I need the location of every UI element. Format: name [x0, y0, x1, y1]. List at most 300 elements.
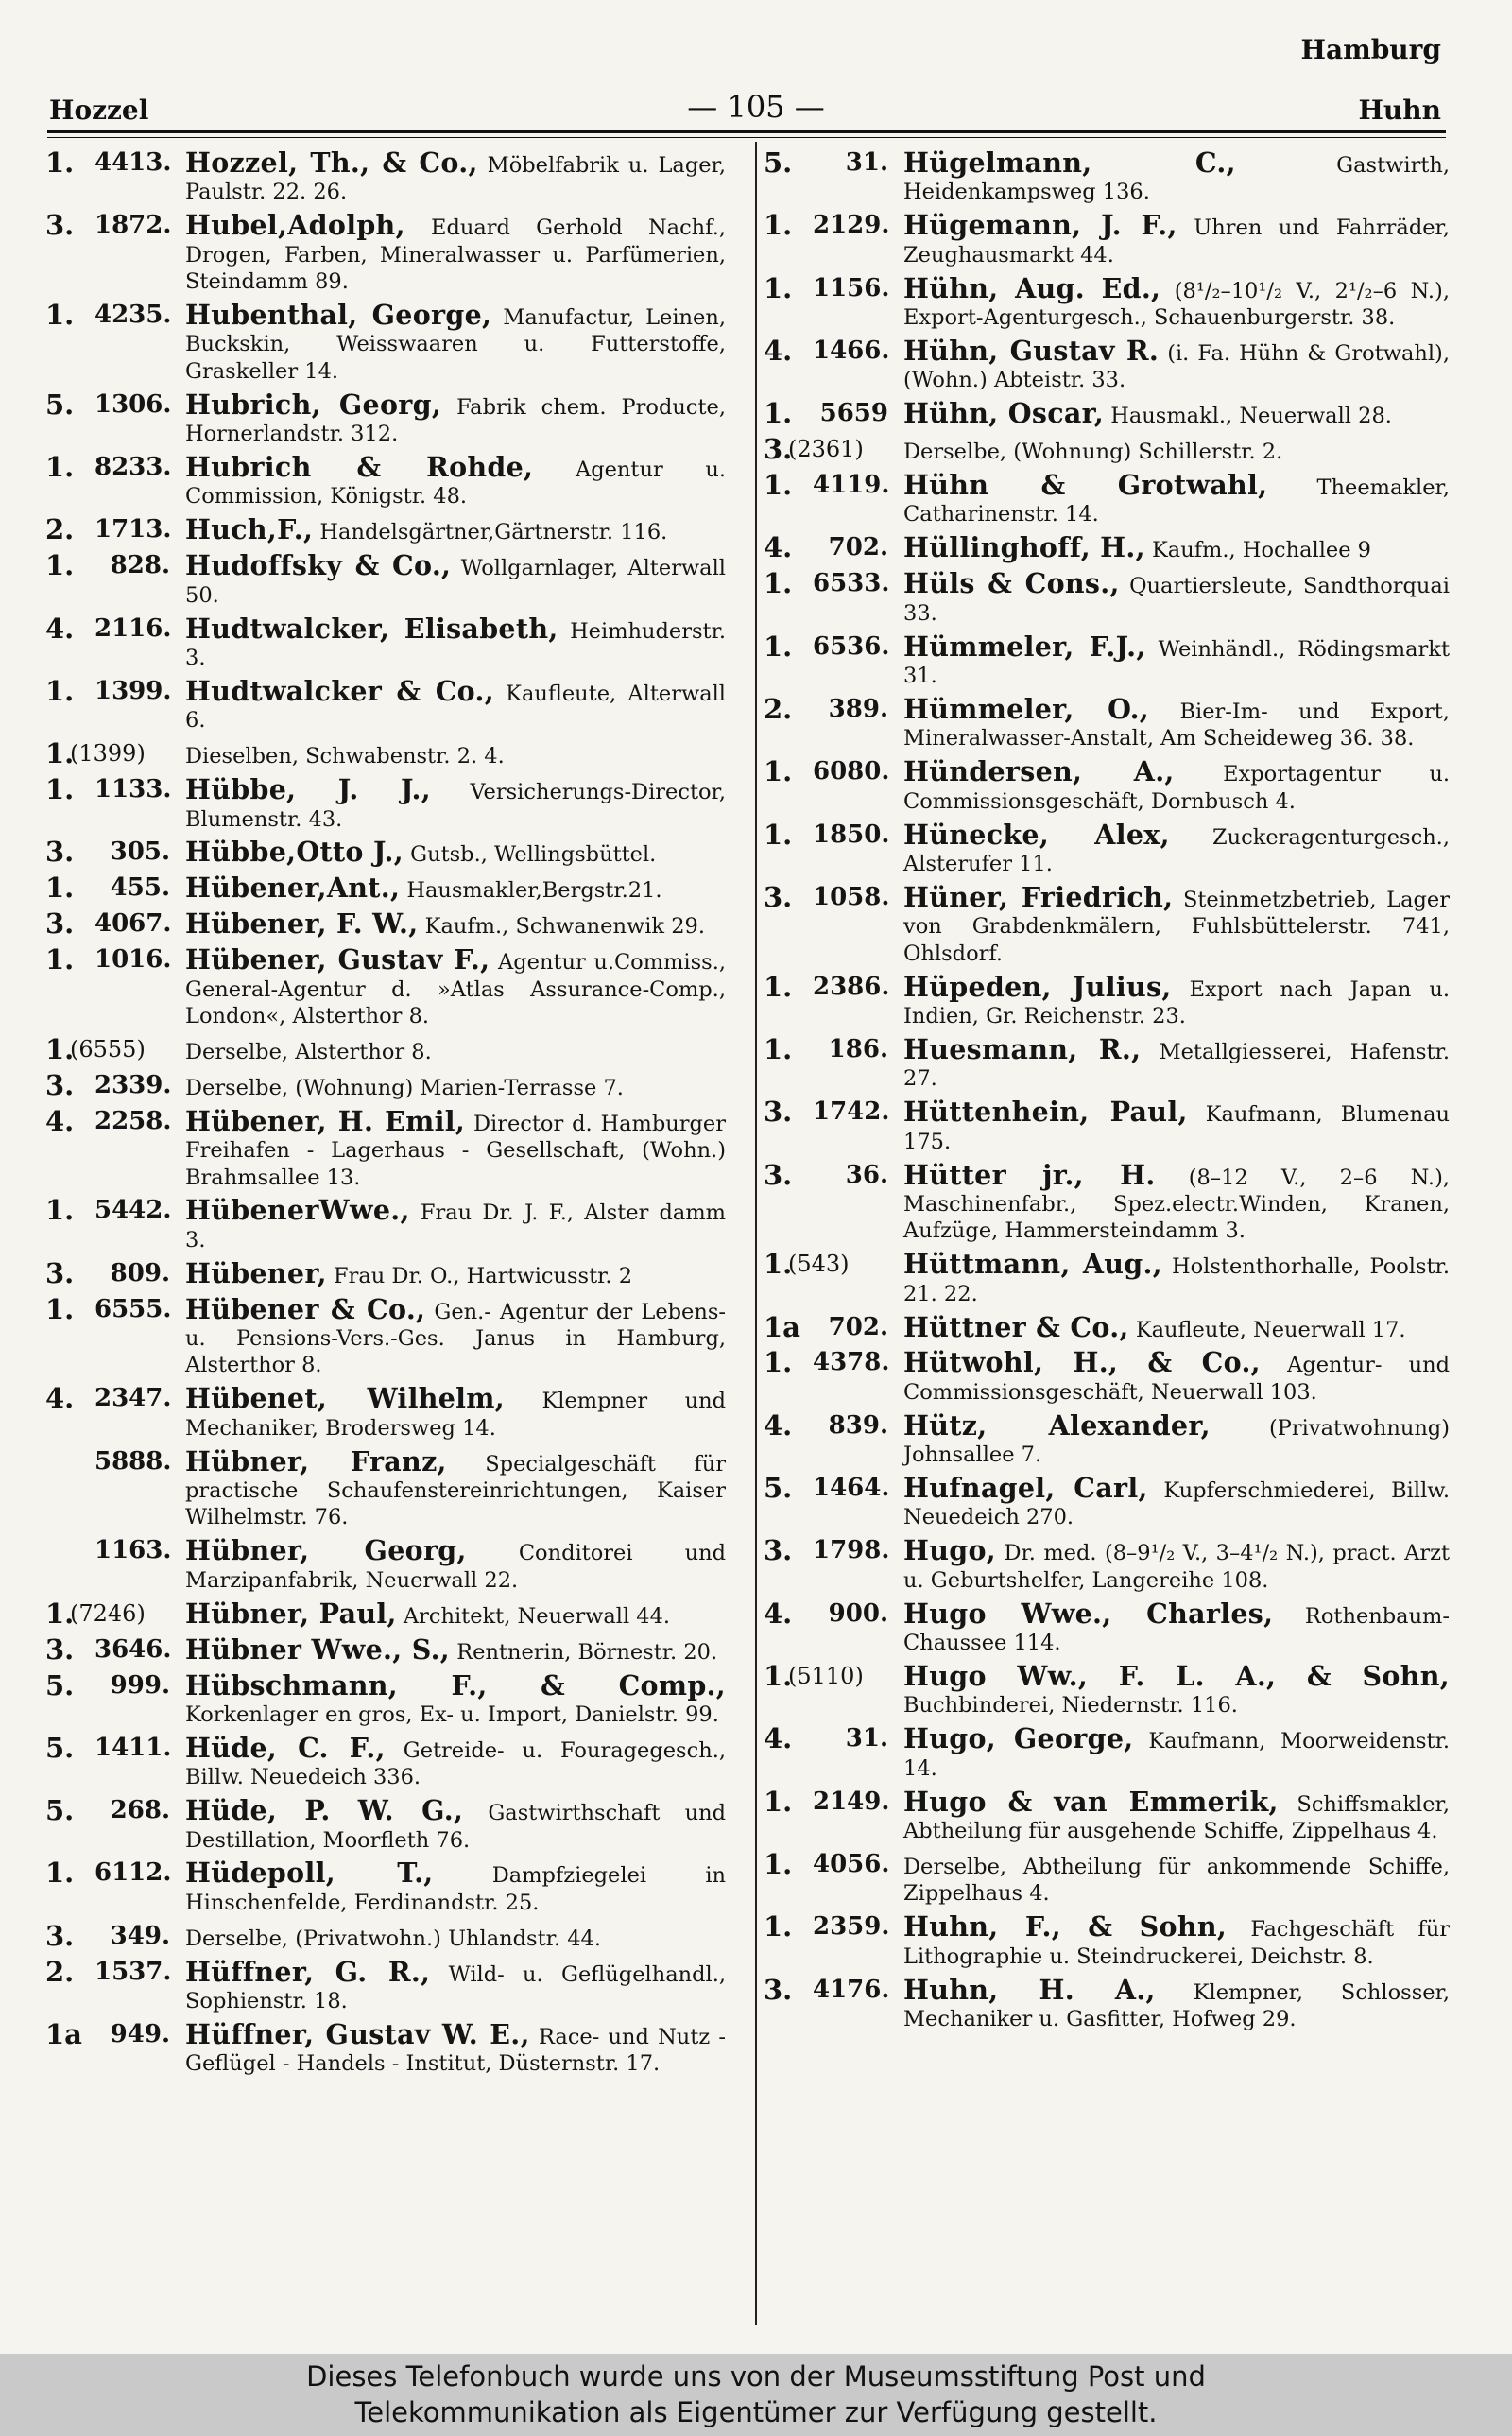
subscriber-name: Hübener, Gustav F., [185, 943, 490, 976]
subscriber-name: Hüttner & Co., [903, 1310, 1129, 1343]
exchange-code: 1. [45, 299, 75, 332]
header-first-entry: Hozzel [49, 95, 149, 126]
phone-number: 2258. [94, 1106, 172, 1135]
directory-entry [764, 469, 1450, 528]
entry-text [185, 1794, 726, 1854]
exchange-code: 3. [45, 907, 75, 941]
directory-entry [45, 549, 726, 609]
directory-entry [45, 838, 726, 868]
phone-number: 305. [110, 838, 170, 867]
phone-number: 809. [110, 1258, 170, 1287]
entry-text [903, 1973, 1451, 2033]
phone-number: 1058. [813, 882, 890, 911]
spacer [1156, 1166, 1189, 1190]
subscriber-details: Derselbe, (Privatwohn.) Uhlandstr. 44. [185, 1926, 602, 1951]
spacer [418, 914, 424, 939]
phone-number: 31. [845, 1724, 888, 1754]
entry-text [903, 880, 1450, 967]
subscriber-details: Theemakler, Catharinenstr. 14. [903, 475, 1450, 527]
subscriber-name: Hüde, P. W. G., [185, 1794, 464, 1827]
entry-text [903, 567, 1451, 627]
subscriber-name: Hübbe, J. J., [185, 773, 431, 806]
directory-entry [45, 149, 726, 206]
directory-entry [45, 1104, 726, 1191]
phone-number: 389. [828, 694, 888, 723]
subscriber-name: Hugo Ww., F. L. A., & Sohn, [903, 1660, 1450, 1692]
entry-text [185, 513, 726, 546]
exchange-code: 5. [45, 1794, 75, 1827]
subscriber-name: Hübner, Franz, [185, 1444, 447, 1477]
directory-entry [764, 1847, 1450, 1908]
directory-entry [45, 1194, 726, 1253]
entry-text [185, 1731, 726, 1791]
subscriber-details: Gastwirthschaft und Destillation, Moorfleth 76. [185, 1801, 726, 1853]
phone-number: 2339. [94, 1070, 172, 1099]
exchange-code: 1. [764, 755, 793, 788]
exchange-code: 1. [764, 1248, 793, 1281]
directory-entry [45, 1382, 726, 1442]
exchange-code: 2. [45, 1955, 75, 1988]
subscriber-details: Rothenbaum-Chaussee 114. [903, 1603, 1450, 1656]
subscriber-name: Hugo, [903, 1534, 997, 1567]
directory-entry [45, 737, 726, 770]
subscriber-details: Specialgeschäft für practische Schaufenstereinrichtungen, Kaiser Wilhelmstr. 76. [185, 1451, 726, 1530]
spacer [431, 780, 470, 804]
phone-number: 828. [110, 551, 170, 580]
exchange-code: 1. [764, 970, 793, 1003]
left-column [45, 149, 726, 2083]
subscriber-name: Hübener & Co., [185, 1292, 426, 1325]
entry-text [903, 1310, 1450, 1343]
subscriber-details: Derselbe, Alsterthor 8. [185, 1039, 432, 1064]
directory-entry [764, 1785, 1450, 1845]
spacer [1129, 1318, 1136, 1342]
subscriber-name: Hügelmann, C., [903, 147, 1236, 179]
subscriber-details: Manufactur, Leinen, Buckskin, Weisswaaren u. Futterstoffe, Graskeller 14. [185, 305, 726, 384]
exchange-code: 5. [764, 147, 793, 179]
entry-text [903, 1408, 1450, 1469]
spacer [425, 1300, 434, 1324]
directory-entry [45, 874, 726, 904]
directory-entry [764, 970, 1450, 1030]
subscriber-details: Korkenlager en gros, Ex- u. Import, Danielstr. 99. [185, 1702, 719, 1727]
entry-text [185, 874, 726, 904]
phone-number: 1411. [94, 1733, 172, 1762]
subscriber-details: Rentnerin, Börnestr. 20. [456, 1639, 718, 1665]
subscriber-name: Hühn, Gustav R. [903, 334, 1160, 367]
exchange-code: 1. [764, 1785, 793, 1818]
directory-entry [764, 1098, 1450, 1155]
spacer [1273, 1604, 1305, 1629]
entry-text [903, 209, 1450, 268]
subscriber-name: Hüpeden, Julius, [903, 970, 1172, 1003]
subscriber-details: (8¹/₂–10¹/₂ V., 2¹/₂–6 N.), Export-Agenturgesch., Schauenburgerstr. 38. [903, 278, 1450, 331]
exchange-code: 1. [45, 674, 75, 707]
directory-entry [764, 1158, 1450, 1245]
subscriber-name: Hüttenhein, Paul, [903, 1096, 1188, 1129]
subscriber-name: Hubrich, Georg, [185, 388, 442, 421]
exchange-code: 1. [764, 209, 793, 242]
subscriber-details: Agentur u. Commission, Königstr. 48. [185, 458, 727, 510]
spacer [1156, 1980, 1194, 2005]
exchange-code: 1. [764, 1032, 793, 1065]
entry-text [903, 630, 1450, 690]
directory-entry [764, 149, 1450, 206]
subscriber-name: Hümmeler, F.J., [903, 630, 1146, 663]
phone-number: 1872. [94, 211, 172, 240]
phone-number: 1464. [813, 1474, 890, 1503]
spacer [494, 682, 506, 706]
subscriber-details: Derselbe, Abtheilung für ankommende Schiffe, Zippelhaus 4. [903, 1854, 1450, 1907]
entry-text [903, 149, 1450, 206]
subscriber-details: Kupferschmiederei, Billw. Neuedeich 270. [903, 1478, 1451, 1530]
spacer [1172, 977, 1190, 1002]
entry-text [903, 1534, 1450, 1594]
subscriber-name: Hübner Wwe., S., [185, 1633, 451, 1666]
directory-entry [45, 1859, 726, 1916]
phone-number: 4067. [94, 909, 172, 939]
entry-text [185, 612, 727, 672]
subscriber-name: Hüde, C. F., [185, 1731, 386, 1764]
directory-entry [764, 397, 1450, 430]
directory-entry [45, 1032, 726, 1065]
entry-text [903, 469, 1450, 528]
directory-entry [764, 1346, 1451, 1406]
spacer [405, 216, 431, 240]
page-number: — 105 — [687, 89, 825, 125]
phone-number: 268. [110, 1796, 170, 1825]
exchange-code: 5. [45, 1668, 75, 1702]
entry-text [903, 436, 1450, 465]
spacer [558, 619, 570, 644]
directory-entry [764, 209, 1450, 268]
phone-number: 4413. [94, 148, 172, 177]
entry-text [185, 838, 726, 868]
phone-number: 1156. [813, 273, 890, 302]
spacer [1188, 1102, 1206, 1127]
directory-entry [45, 674, 727, 734]
directory-entry [764, 1408, 1450, 1469]
entry-text [185, 2017, 726, 2078]
spacer [463, 1801, 488, 1825]
exchange-code: 3. [45, 1068, 75, 1101]
phone-number: 5442. [94, 1196, 172, 1225]
subscriber-details: Steinmetzbetrieb, Lager von Grabdenkmälern, Fuhlsbüttelerstr. 741, Ohlsdorf. [903, 887, 1450, 966]
phone-number: 702. [828, 533, 888, 562]
spacer [1160, 279, 1175, 303]
exchange-code: 3. [764, 1534, 793, 1567]
spacer [465, 1112, 473, 1136]
directory-entry [764, 1660, 1450, 1719]
spacer [1148, 1478, 1164, 1503]
subscriber-name: Hütwohl, H., & Co., [903, 1346, 1261, 1379]
subscriber-details: Kaufmann, Blumenau 175. [903, 1102, 1450, 1154]
directory-entry [764, 433, 1450, 466]
phone-number: 1163. [94, 1536, 172, 1565]
entry-text [903, 1910, 1450, 1970]
entry-text [185, 1859, 726, 1916]
entry-text [903, 692, 1450, 752]
header-city: Hamburg [1300, 34, 1441, 65]
entry-text [185, 1036, 726, 1065]
directory-entry [45, 1444, 726, 1531]
subscriber-name: Hüffner, Gustav W. E., [185, 2017, 530, 2050]
subscriber-details: Bier-Im- und Export, Mineralwasser-Anstalt, Am Scheideweg 36. 38. [903, 699, 1450, 752]
exchange-code: 3. [45, 1919, 75, 1952]
exchange-code: 3. [764, 880, 793, 913]
subscriber-name: Hüllinghoff, H., [903, 531, 1145, 564]
exchange-code: 2. [764, 692, 793, 725]
subscriber-name: Hudtwalcker & Co., [185, 674, 494, 707]
entry-text [903, 818, 1450, 878]
phone-number: 999. [110, 1670, 170, 1700]
entry-text [185, 388, 726, 448]
subscriber-name: Hübner, Paul, [185, 1597, 397, 1630]
exchange-code: 1. [764, 1346, 793, 1379]
subscriber-details: Eduard Gerhold Nachf., Drogen, Farben, Mineralwasser u. Parfümerien, Steindamm 89. [185, 216, 726, 295]
directory-entry [45, 1597, 726, 1630]
subscriber-name: Hütz, Alexander, [903, 1408, 1211, 1442]
directory-entry [764, 630, 1450, 690]
exchange-code: 1. [45, 1857, 75, 1890]
directory-entry [45, 513, 726, 546]
spacer [467, 1541, 519, 1565]
entry-text [185, 740, 726, 769]
subscriber-details: Architekt, Neuerwall 44. [403, 1603, 671, 1629]
subscriber-details: Fachgeschäft für Lithographie u. Steindruckerei, Deichstr. 8. [903, 1917, 1450, 1969]
directory-entry [45, 451, 727, 510]
spacer [491, 305, 503, 330]
right-column [764, 149, 1450, 2039]
phone-number: 1133. [94, 775, 172, 804]
spacer [1146, 637, 1159, 662]
exchange-code: 3. [45, 209, 75, 242]
entry-text [185, 1534, 727, 1594]
spacer [1134, 1729, 1149, 1754]
directory-entry [764, 531, 1450, 564]
phone-number: 2359. [813, 1912, 890, 1942]
spacer [1267, 475, 1316, 500]
phone-number: 4119. [813, 471, 890, 500]
subscriber-details: Weinhändl., Rödingsmarkt 31. [903, 636, 1450, 688]
spacer [1120, 574, 1129, 598]
entry-text [903, 1098, 1450, 1155]
directory-entry [764, 1534, 1450, 1594]
exchange-code: 5. [764, 1472, 793, 1505]
subscriber-name: Hübenet, Wilhelm, [185, 1382, 505, 1415]
entry-text [903, 1158, 1450, 1245]
exchange-code: 3. [764, 433, 793, 466]
directory-entry [45, 2017, 726, 2078]
subscriber-name: HübenerWwe., [185, 1194, 410, 1227]
spacer [505, 1389, 542, 1413]
exchange-code: 3. [45, 836, 75, 869]
phone-number: 5888. [94, 1446, 172, 1476]
exchange-code: 4. [764, 531, 793, 564]
subscriber-details: Director d. Hamburger Freihafen - Lagerhaus - Gesellschaft, (Wohn.) Brahmsallee 13. [185, 1111, 726, 1190]
exchange-code: 1. [764, 1660, 793, 1692]
phone-number: (7246) [70, 1599, 146, 1627]
exchange-code: 3. [764, 1973, 793, 2006]
entry-text [903, 397, 1450, 430]
subscriber-details: Klempner und Mechaniker, Brodersweg 14. [185, 1389, 726, 1441]
phone-number: 31. [845, 148, 888, 177]
spacer [397, 1604, 404, 1629]
directory-entry [45, 299, 726, 385]
subscriber-name: Hozzel, Th., & Co., [185, 147, 478, 179]
subscriber-details: Uhren und Fahrräder, Zeughausmarkt 44. [903, 216, 1450, 268]
exchange-code: 3. [764, 1096, 793, 1129]
directory-entry [45, 1633, 726, 1666]
subscriber-name: Hübschmann, F., & Comp., [185, 1668, 726, 1702]
directory-entry [764, 271, 1450, 332]
exchange-code: 1. [45, 872, 75, 905]
spacer [478, 153, 488, 178]
spacer [410, 1201, 421, 1225]
spacer [1159, 341, 1167, 366]
entry-text [903, 1248, 1450, 1307]
directory-entry [764, 334, 1450, 394]
directory-entry [764, 1032, 1450, 1093]
subscriber-name: Hüdepoll, T., [185, 1857, 434, 1890]
subscriber-details: Dr. med. (8–9¹/₂ V., 3–4¹/₂ N.), pract. Arzt u. Geburtshelfer, Langereihe 108. [903, 1541, 1450, 1593]
phone-number: (543) [788, 1251, 850, 1278]
phone-number: 6080. [813, 757, 890, 786]
subscriber-name: Hühn & Grotwahl, [903, 469, 1268, 502]
directory-entry [45, 1256, 726, 1289]
entry-text [903, 1597, 1450, 1657]
entry-text [903, 271, 1450, 332]
spacer [1170, 825, 1212, 850]
header-last-entry: Huhn [1358, 95, 1441, 126]
subscriber-details: Hausmakl., Neuerwall 28. [1110, 404, 1392, 429]
phone-number: 4235. [94, 301, 172, 330]
directory-entry [45, 1794, 726, 1854]
subscriber-name: Hübener, H. Emil, [185, 1104, 466, 1137]
spacer [1211, 1416, 1269, 1441]
directory-entry [45, 209, 726, 295]
exchange-code: 3. [45, 1256, 75, 1289]
spacer [451, 556, 460, 580]
phone-number: 6555. [94, 1294, 172, 1323]
subscriber-details: Hausmakler,Bergstr.21. [406, 878, 662, 904]
subscriber-details: Heimhuderstr. 3. [185, 618, 727, 670]
phone-number: 900. [828, 1598, 888, 1628]
exchange-code: 2. [45, 513, 75, 546]
subscriber-details: Getreide- u. Fouragegesch., Billw. Neuedeich 336. [185, 1737, 726, 1790]
subscriber-details: Fabrik chem. Producte, Hornerlandstr. 312. [185, 394, 726, 447]
directory-entry [764, 1973, 1451, 2033]
spacer [1141, 1040, 1159, 1064]
directory-entry [764, 1597, 1450, 1657]
spacer [1227, 1917, 1250, 1942]
spacer [447, 1452, 485, 1477]
spacer [441, 395, 456, 420]
entry-text [903, 1851, 1450, 1908]
spacer [434, 1863, 492, 1888]
phone-number: (1399) [70, 740, 146, 768]
entry-text [185, 209, 726, 295]
exchange-code: 4. [45, 1104, 75, 1137]
exchange-code: 4. [764, 1722, 793, 1755]
spacer [1236, 153, 1336, 178]
subscriber-details: Handelsgärtner,Gärtnerstr. 116. [319, 520, 668, 545]
entry-text [185, 907, 726, 941]
phone-number: 186. [828, 1034, 888, 1063]
phone-number: (2361) [788, 436, 864, 463]
exchange-code: 1. [764, 469, 793, 502]
phone-number: 1399. [94, 676, 172, 705]
subscriber-name: Huesmann, R., [903, 1032, 1142, 1065]
phone-number: 1306. [94, 389, 172, 419]
spacer [1175, 762, 1223, 786]
subscriber-details: Versicherungs-Director, Blumenstr. 43. [185, 780, 726, 832]
spacer [1149, 700, 1179, 724]
entry-text [185, 549, 726, 609]
subscriber-details: Metallgiesserei, Hafenstr. 27. [903, 1039, 1450, 1092]
phone-number: 4378. [813, 1348, 890, 1377]
subscriber-details: Frau Dr. J. F., Alster damm 3. [185, 1201, 726, 1253]
phone-number: 36. [845, 1160, 888, 1189]
entry-text [903, 1722, 1450, 1782]
spacer [1173, 888, 1183, 912]
entry-text [185, 674, 727, 734]
entry-text [185, 1633, 726, 1666]
subscriber-name: Hubrich & Rohde, [185, 451, 534, 484]
phone-number: (5110) [788, 1663, 864, 1689]
subscriber-details: Zuckeragenturgesch., Alsterufer 11. [903, 824, 1450, 876]
subscriber-name: Hügemann, J. F., [903, 209, 1177, 242]
exchange-code: 1a [45, 2017, 82, 2050]
exchange-code: 1. [764, 1910, 793, 1944]
exchange-code [45, 1448, 94, 1531]
directory-entry [45, 1955, 727, 2015]
subscriber-name: Hüffner, G. R., [185, 1955, 431, 1988]
entry-text [185, 1256, 726, 1289]
subscriber-name: Hubel,Adolph, [185, 209, 405, 242]
exchange-code: 1. [764, 397, 793, 430]
subscriber-details: Derselbe, (Wohnung) Schillerstr. 2. [903, 440, 1283, 465]
entry-text [903, 1660, 1450, 1719]
entry-text [903, 755, 1450, 815]
entry-text [903, 334, 1450, 394]
phone-number: 2149. [813, 1787, 890, 1816]
phone-number: 5659 [819, 399, 888, 428]
subscriber-name: Hübener,Ant., [185, 872, 401, 905]
subscriber-details: Wollgarnlager, Alterwall 50. [185, 556, 726, 608]
entry-text [185, 149, 726, 206]
directory-entry [45, 907, 726, 941]
exchange-code: 1. [764, 1847, 793, 1880]
entry-text [185, 1194, 726, 1253]
exchange-code: 1. [45, 147, 75, 179]
spacer [327, 1264, 334, 1288]
phone-number: 1850. [813, 820, 890, 849]
phone-number: 702. [828, 1312, 888, 1341]
directory-entry [45, 1534, 727, 1594]
subscriber-name: Hudoffsky & Co., [185, 549, 452, 582]
subscriber-name: Huhn, H. A., [903, 1973, 1156, 2006]
exchange-code: 1. [45, 737, 75, 770]
exchange-code: 3. [764, 1158, 793, 1191]
phone-number: 1798. [813, 1536, 890, 1565]
subscriber-name: Hugo, George, [903, 1722, 1134, 1755]
subscriber-name: Hündersen, A., [903, 755, 1175, 788]
phone-number: 2129. [813, 211, 890, 240]
spacer [530, 2025, 539, 2049]
subscriber-details: Quartiersleute, Sandthorquai 33. [903, 574, 1451, 626]
phone-number: 2347. [94, 1384, 172, 1413]
